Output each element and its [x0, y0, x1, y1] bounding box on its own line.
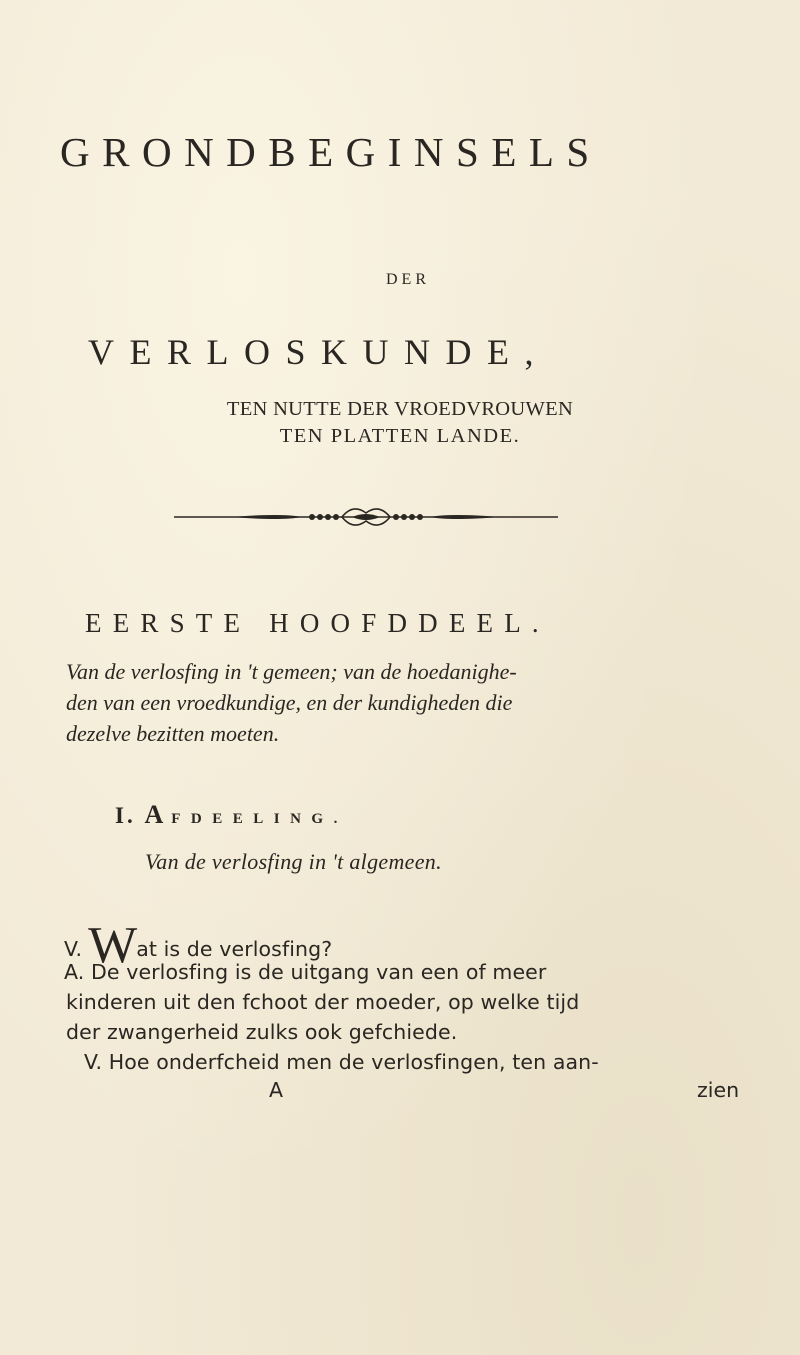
question-2: V. Hoe onderfcheid men de verlosfingen, ten aan- [84, 1050, 599, 1074]
subtitle-line-1: TEN NUTTE DER VROEDVROUWEN [226, 398, 574, 420]
section-title: EERSTE HOOFDDEEL. [85, 608, 550, 638]
ornamental-rule [172, 505, 560, 529]
subtitle-line-2: TEN PLATTEN LANDE. [279, 425, 521, 447]
answer-line-1: A. De verlosfing is de uitgang van een of meer [64, 960, 547, 984]
afdeeling-rest: FDEELING. [171, 811, 348, 827]
question-marker: V. [64, 937, 83, 961]
drop-cap: W [88, 917, 135, 974]
intro-line-3: dezelve bezitten moeten. [66, 721, 280, 746]
afdeeling-subtitle: Van de verlosfing in 't algemeen. [145, 849, 442, 874]
title-der: DER [386, 271, 430, 288]
afdeeling-numeral: I. [115, 803, 136, 828]
title-grondbeginsels: GRONDBEGINSELS [60, 129, 602, 175]
catchword: zien [697, 1078, 740, 1102]
title-verloskunde: VERLOSKUNDE, [88, 332, 549, 372]
signature-mark: A [269, 1078, 284, 1102]
answer-line-2: kinderen uit den fchoot der moeder, op welke tijd [66, 990, 580, 1014]
question-1-text: at is de verlosfing? [136, 937, 333, 961]
afdeeling-cap: A [144, 800, 172, 829]
intro-line-1: Van de verlosfing in 't gemeen; van de hoedanighe- [66, 659, 517, 684]
answer-line-3: der zwangerheid zulks ook gefchiede. [66, 1020, 458, 1044]
section-intro [66, 656, 746, 749]
afdeeling-heading [115, 800, 348, 830]
intro-line-2: den van een vroedkundige, en der kundigheden die [66, 690, 513, 715]
